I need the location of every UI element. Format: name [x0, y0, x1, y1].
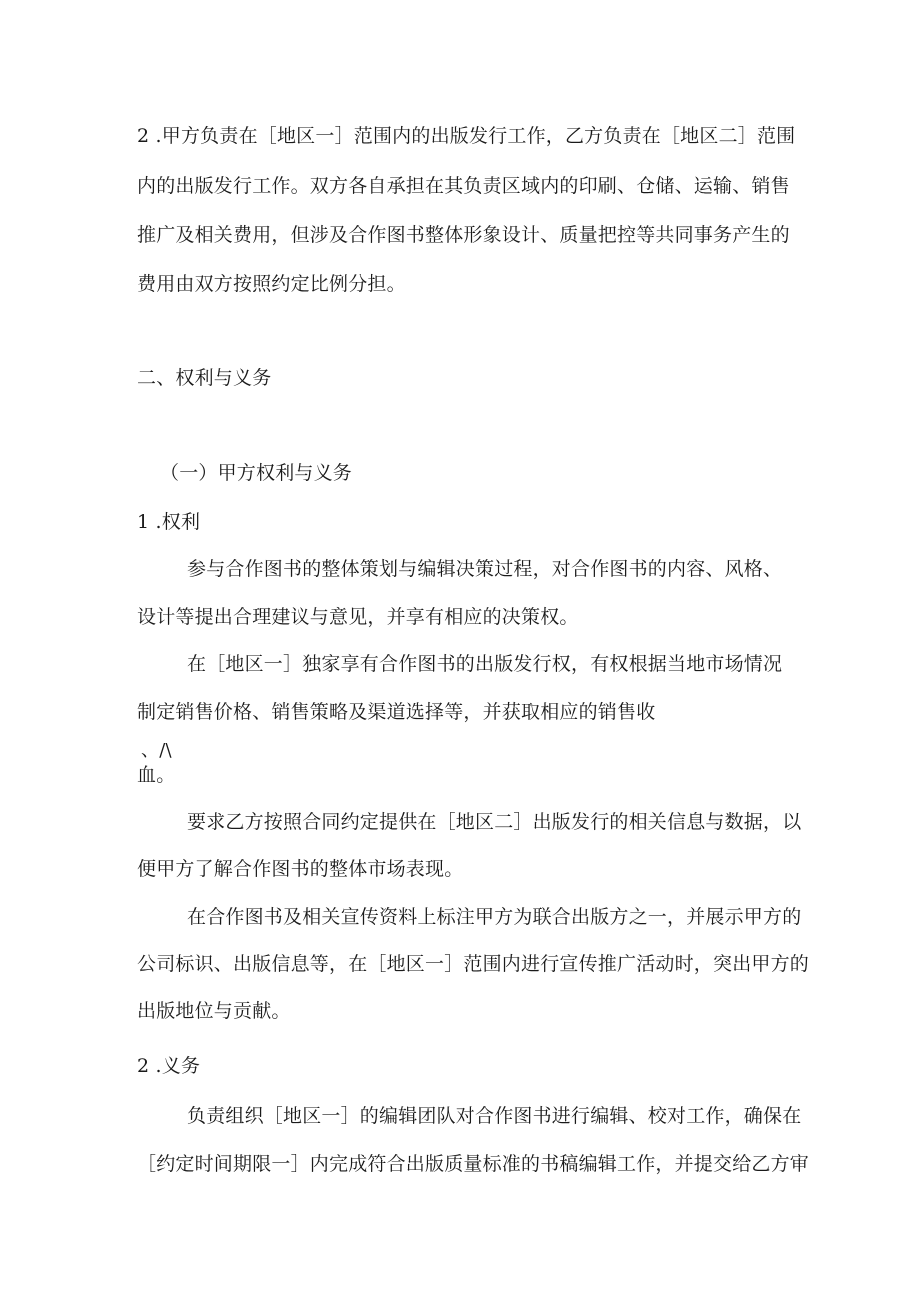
item-heading-obligations: 2 .义务 — [137, 1055, 201, 1077]
rights-para-4-line-1: 在合作图书及相关宣传资料上标注甲方为联合出版方之一，并展示甲方的 — [187, 906, 802, 928]
rights-para-2-line-2: 制定销售价格、销售策略及渠道选择等，并获取相应的销售收 — [137, 701, 656, 723]
obligations-para-1-line-2: ［约定时间期限一］内完成符合出版质量标准的书稿编辑工作，并提交给乙方审 — [137, 1153, 810, 1175]
rights-para-3-line-2: 便甲方了解合作图书的整体市场表现。 — [137, 858, 464, 880]
subsection-heading: （一）甲方权利与义务 — [160, 462, 353, 484]
rights-para-1-line-1: 参与合作图书的整体策划与编辑决策过程，对合作图书的内容、风格、 — [187, 558, 783, 580]
clause-2-line-1: 2 .甲方负责在［地区一］范围内的出版发行工作，乙方负责在［地区二］范围 — [137, 125, 796, 147]
rights-para-1-line-2: 设计等提出合理建议与意见，并享有相应的决策权。 — [137, 606, 579, 628]
item-heading-rights: 1 .权利 — [137, 511, 201, 533]
rights-para-2-line-1: 在［地区一］独家享有合作图书的出版发行权，有权根据当地市场情况 — [187, 653, 783, 675]
obligations-para-1-line-1: 负责组织［地区一］的编辑团队对合作图书进行编辑、校对工作，确保在 — [187, 1105, 802, 1127]
rights-para-3-line-1: 要求乙方按照合同约定提供在［地区二］出版发行的相关信息与数据，以 — [187, 811, 802, 833]
rights-para-2-ocr-fragment: 、/\ — [141, 740, 172, 761]
clause-2-line-3: 推广及相关费用，但涉及合作图书整体形象设计、质量把控等共同事务产生的 — [137, 224, 790, 246]
clause-2-line-2: 内的出版发行工作。双方各自承担在其负责区域内的印刷、仓储、运输、销售 — [137, 175, 790, 197]
rights-para-2-line-4: 血。 — [137, 764, 176, 786]
section-heading: 二、权利与义务 — [137, 367, 272, 389]
rights-para-4-line-2: 公司标识、出版信息等，在［地区一］范围内进行宣传推广活动时，突出甲方的 — [137, 953, 810, 975]
clause-2-line-4: 费用由双方按照约定比例分担。 — [137, 273, 406, 295]
rights-para-4-line-3: 出版地位与贡献。 — [137, 1000, 291, 1022]
